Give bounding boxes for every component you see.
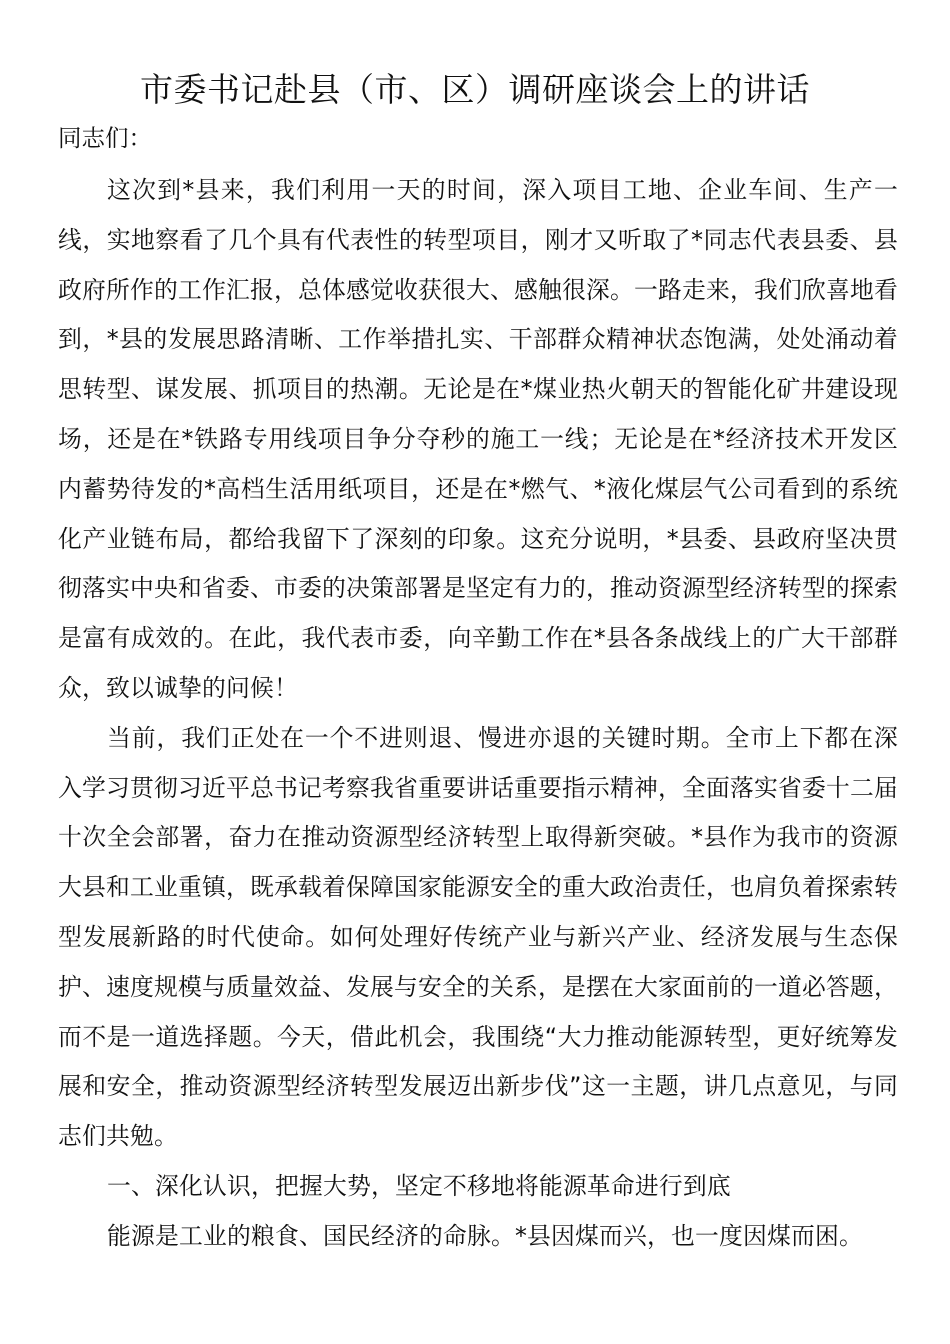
salutation: 同志们： (58, 124, 152, 152)
paragraph-2: 当前，我们正处在一个不进则退、慢进亦退的关键时期。全市上下都在深入学习贯彻习近平总书记考察我省重要讲话重要指示精神，全面落实省委十二届十次全会部署，奋力在推动资源型经济转型上取得新突破。*县作为我市的资源大县和工业重镇，既承载着保障国家能源安全的重大政治责任，也肩负着探索转型发展新路的时代使命。如何处理好传统产业与新兴产业、经济发展与生态保护、速度规模与质量效益、发展与安全的关系，是摆在大家面前的一道必答题，而不是一道选择题。今天，借此机会，我围绕“大力推动能源转型，更好统筹发展和安全，推动资源型经济转型发展迈出新步伐”这一主题，讲几点意见，与同志们共勉。 (58, 723, 898, 1151)
section-heading-1: 一、深化认识，把握大势，坚定不移地将能源革命进行到底 (107, 1171, 731, 1200)
paragraph-3: 能源是工业的粮食、国民经济的命脉。*县因煤而兴，也一度因煤而困。 (107, 1221, 863, 1250)
document-title: 市委书记赴县（市、区）调研座谈会上的讲话 (140, 70, 810, 109)
paragraph-1: 这次到*县来，我们利用一天的时间，深入项目工地、企业车间、生产一线，实地察看了几个具有代表性的转型项目，刚才又听取了*同志代表县委、县政府所作的工作汇报，总体感觉收获很大、感触很深。一路走来，我们欣喜地看到，*县的发展思路清晰、工作举措扎实、干部群众精神状态饱满，处处涌动着思转型、谋发展、抓项目的热潮。无论是在*煤业热火朝天的智能化矿井建设现场，还是在*铁路专用线项目争分夺秒的施工一线；无论是在*经济技术开发区内蓄势待发的*高档生活用纸项目，还是在*燃气、*液化煤层气公司看到的系统化产业链布局，都给我留下了深刻的印象。这充分说明，*县委、县政府坚决贯彻落实中央和省委、市委的决策部署是坚定有力的，推动资源型经济转型的探索是富有成效的。在此，我代表市委，向辛勤工作在*县各条战线上的广大干部群众，致以诚挚的问候！ (58, 176, 898, 702)
document-body (58, 166, 898, 1262)
